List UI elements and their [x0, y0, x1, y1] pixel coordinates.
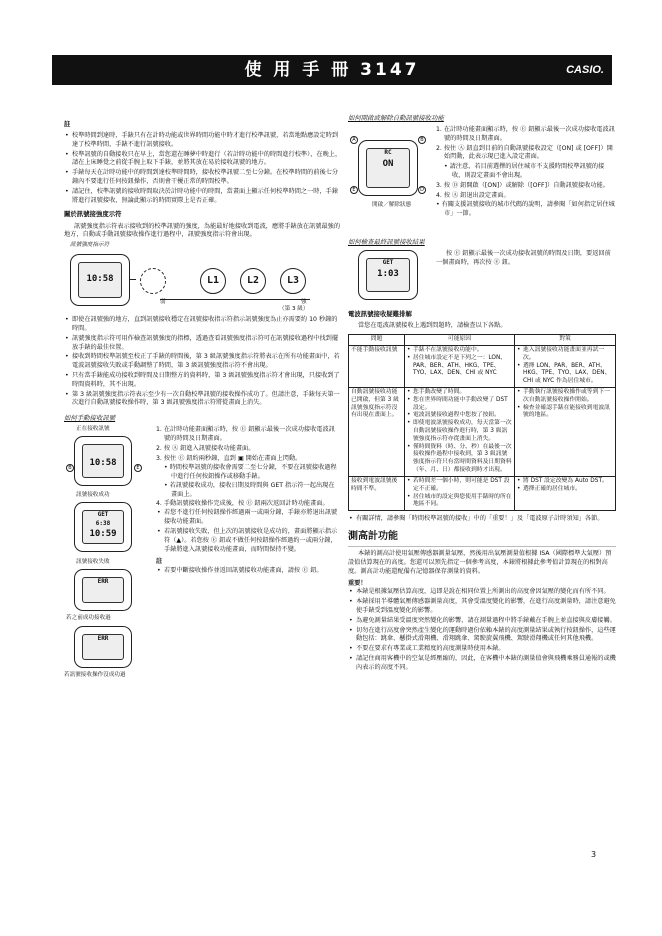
note-title: 註 [64, 120, 71, 128]
manual-note2: • 若要中斷接收操作並返回訊號接收功能畫面，請按 Ⓔ 鈕。 [156, 567, 340, 576]
manual-substep: • 若訊號接收成功，接收日期及時間與 GET 指示符一起出現在畫面上。 [164, 482, 335, 498]
check-section [348, 250, 616, 308]
button-e-icon: E [350, 186, 358, 194]
level-1-indicator: L1 [200, 268, 226, 294]
table-cell-causes: • 若時間差一個小時，則可能是 DST 設定不正確。 • 居住城市的設定與您使用手錶時的所在地區不同。 [405, 476, 515, 510]
receiving-screen: 10:58 [82, 444, 124, 478]
check-result-title: 如何檢查最終訊號接收結果 [348, 238, 425, 247]
fig-receiving-label: 正在接收訊號 [76, 426, 110, 433]
level-3-indicator: L3 [280, 268, 306, 294]
table-cell-actions: • 將 DST 設定改變為 Auto DST。 • 選擇正確的居住城市。 [515, 476, 616, 510]
auto-step: 1. 在計時功能畫面顯示時，按 Ⓔ 鈕顯示最後一次成功接收電波訊號的時間及日期畫面。 [436, 126, 615, 142]
notes-list [64, 132, 342, 205]
failure-screen: ERR [82, 577, 124, 603]
important-item: • 本錶採用半導體氣壓傳感器測量高度，其會受溫度變化的影響，在進行高度測量時，請注意避免使手錶受到溫度變化的影響。 [348, 598, 616, 616]
weak-label: 弱 [160, 299, 166, 306]
strong-label: 強 [301, 299, 307, 306]
altimeter-title: 測高計功能 [348, 530, 616, 547]
manual-section [64, 426, 342, 684]
important-item: • 為避免測量結果受溫度突然變化的影響，請在測量過程中將手錶戴在手腕上並直接與皮膚接觸。 [348, 617, 616, 626]
table-cell-problem: 自動訊號接收功能已開啟，但第 3 級訊號強度指示符沒有出現在畫面上。 [349, 387, 405, 476]
table-cell-actions: • 手動執行訊號接收操作或等到下一次自動訊號接收操作開始。 • 檢查並確認手錶在能接收到電波訊號的地區。 [515, 387, 616, 476]
important-item: • 請記住商用客機中的空氣是經壓縮的，因此，在客機中本錶的測量值會與飛機乘務員通報的或機內表示的高度不同。 [348, 655, 616, 673]
note-item: • 校準訊號的自動接收只在早上，當您還在睡夢中時進行（若計時功能中的時間進行校準），在晚上，請在上床睡覺之前從手腕上取下手錶，並將其放在易於接收訊號的地方。 [64, 151, 342, 169]
manual-note2-title: 註 [156, 558, 163, 566]
note-item: • 校準時間到達時，手錶只有在計時功能或世界時間功能中時才進行校準訊號，若當地點應設定時到達了校準時間，手錶不進行訊號接收。 [64, 132, 342, 150]
auto-receive-title: 如何開啟或解除自動訊號接收功能 [348, 114, 444, 122]
auto-step: • 請注意，若目前選擇的居住城市不支援時間校準訊號的接收，則設定畫面不會出現。 [444, 163, 605, 180]
strength-notes-list [64, 316, 342, 408]
auto-step: 4. 按 Ⓐ 鈕退出設定畫面。 [436, 191, 510, 199]
auto-steps [436, 126, 616, 220]
strength-note: • 只有當手錶能成功接收到時間及日期整方的資料時，第 3 級訊號強度指示符才會出現，只接收到了時間資料時，其不出現。 [64, 372, 342, 390]
check-screen: GET 1:03 [366, 258, 410, 292]
watch-receiving [74, 436, 132, 486]
table-row [349, 476, 616, 510]
none-screen: ERR [82, 634, 124, 660]
strength-note: • 第 3 級訊號強度指示符表示至少有一次自動校準訊號的接收操作成功了。但請注意，手錶每天第一次進行自動訊號接收操作時，第 3 級訊號強度指示符將從畫面上消失。 [64, 391, 342, 409]
manual-step: 1. 在計時功能畫面顯示時，按 Ⓔ 鈕顯示最後一次成功接收電波訊號的時間及日期畫面。 [156, 426, 335, 443]
button-b-icon: B [66, 464, 74, 472]
table-cell-causes: • 您手動改變了時間。 • 您在世界時間功能中手動改變了 DST 設定。 • 電波訊號接收過程中您按了按鈕。 • 即使電波訊號接收成功，每天當第一次自動訊號接收操作進行時，第 3 級訊號強度指示符亦從畫面上消失。 • 僅時間資料（時、分、秒）在最後一次接收操作過程中接收到，第 3 級訊號強度指示符只有當時間資料及日期資料（年、月、日）都接收到時才出現。 [405, 387, 515, 476]
altimeter-paragraph: 本錶的測高計使用氣壓傳感器測量氣壓，然後用出氣壓測量值根據 ISA（國際標準大氣壓）預設值估算現在的高度。您還可以預先指定一個參考高度，本錶將根據此參考值計算現在的相對高度。測高計功能還配備有記憶器保存測量的資料。 [348, 550, 612, 575]
table-cell-problem: 接收到電波訊號後時間不準。 [349, 476, 405, 510]
fig-failure-label: 訊號接收失敗 [76, 559, 110, 566]
strength-note: • 即使在訊號強的地方，直到訊號接收穩定在訊號接收指示符指示訊號強度為止亦需要約 10 秒鐘的時間。 [64, 316, 342, 334]
button-e-icon: E [134, 464, 142, 472]
left-column [64, 118, 342, 684]
table-cell-causes: • 手錶不在訊號接收功能中。 • 居住城市設定不是下列之一：LON、PAR、BER、ATH、HKG、TPE、TYO、LAX、DEN、CHI 或 NYC [405, 345, 515, 387]
watch-check [358, 250, 418, 300]
table-note-list [348, 515, 616, 524]
casio-logo: CASIO. [566, 64, 604, 76]
important-title: 重要！ [348, 579, 367, 587]
header-bar [52, 55, 612, 85]
level-2-indicator: L2 [240, 268, 266, 294]
auto-section [348, 126, 616, 236]
watch-none [74, 626, 132, 668]
manual-steps [156, 426, 340, 577]
table-note: • 有關詳情，請參閱「時間校準訊號的接收」中的「重要！」及「電波原子計時須知」各節。 [348, 515, 616, 524]
watch-failure [74, 569, 132, 611]
strength-figure [64, 242, 342, 314]
trouble-table [348, 334, 616, 511]
table-header: 可能原因 [405, 335, 515, 346]
note-item: • 請記住，校準訊號的接收時間取決於計時功能中的時間，當畫面上顯示任何校準時間之一時，手錶將進行訊號接收，無論此顯示的時間實際上是否正確。 [64, 188, 342, 206]
success-screen: GET 6:38 10:59 [82, 510, 124, 544]
level3-label: （第 3 級） [279, 306, 309, 313]
fig-none-label: 若訊號接收操作沒成功過 [64, 672, 126, 679]
manual-step: 4. 手動訊號接收操作完成後，按 Ⓔ 鈕兩次返回計時功能畫面。 [156, 499, 329, 507]
strength-note: • 訊號強度指示符可用作檢查訊號強度的指標，透過查看訊號強度指示符可在訊號接收過程中找到擺放手錶的最佳位置。 [64, 335, 342, 353]
table-row [349, 387, 616, 476]
table-cell-problem: 不能手動接收訊號 [349, 345, 405, 387]
fig-success-label: 訊號接收成功 [76, 492, 110, 499]
table-header: 對策 [515, 335, 616, 346]
table-header: 問題 [349, 335, 405, 346]
strength-note: • 接收到時間校準訊號至校正了手錶的時間後，第 3 級訊號強度指示符將表示在所有功能畫面中，若電波訊號接收失敗或手動調整了時間，第 3 級訊號強度指示符不會出現。 [64, 353, 342, 371]
button-a-icon: A [350, 136, 358, 144]
important-list [348, 588, 616, 672]
check-paragraph: 按 Ⓔ 鈕顯示最後一次成功接收訊號的時間及日期，要返回前一個畫面時，再次按 Ⓔ 鈕。 [436, 250, 611, 266]
auto-step: 2. 按住 Ⓐ 鈕直到目前的自動訊號接收設定（[ON] 或 [OFF]）開始閃動，此表示現已進入設定畫面。 [436, 144, 613, 161]
important-item: • 切勿在進行高度會突然產生變化的運動時過份依賴本錶的高度測量結果或執行按鈕操作，這些運動包括：跳傘、懸掛式滑翔機、滑翔跳傘、駕駛旋翼飛機、駕駛滑翔機或任何其他飛機。 [348, 627, 616, 645]
strength-title: 關於訊號接強度示符 [64, 210, 122, 219]
right-column [348, 112, 616, 673]
fig-recent-label: 若之前成功接收過 [66, 615, 111, 622]
strength-paragraph: 訊號強度指示符表示接收到的校準訊號的強度，為能最好地接收到電波，應將手錶放在訊號最強的地方，自動或手動訊號接收操作進行過程中，訊號強度指示符會出現。 [64, 222, 341, 239]
manual-substep: • 時間校準訊號的接收會需要二至七分鐘，不要在訊號接收過程中進行任何按鈕操作或移動手錶。 [164, 464, 337, 481]
button-d-icon: D [418, 186, 426, 194]
important-item: • 本錶是根據氣壓估算高度，這即是說在相同位置上所測出的高度會因氣壓的變化而有所不同。 [348, 588, 616, 597]
auto-screen: RC ON [366, 148, 410, 188]
manual-step: 2. 按 Ⓐ 鈕進入訊號接收功能畫面。 [156, 444, 255, 452]
watch-success [74, 502, 132, 552]
table-row [349, 345, 616, 387]
manual-title: 使 用 手 冊 3147 [244, 60, 420, 80]
zoom-circle [140, 268, 166, 294]
watch-auto [358, 140, 418, 196]
trouble-title: 電波訊號接收疑難排解 [348, 310, 412, 319]
auto-step: 3. 按 Ⓓ 鈕開啟（[ON]）或解除（[OFF]）自動訊號接收功能。 [436, 181, 609, 189]
important-item: • 不要在要求有專業或工業精度的高度測量時使用本錶。 [348, 645, 616, 654]
manual-receive-title: 如何手動接收訊號 [64, 414, 116, 423]
page-number: 3 [591, 850, 597, 859]
watch-figure [70, 254, 130, 306]
manual-note: • 若訊號接收失敗，但上次的訊號接收是成功的，畫面將顯示指示符（▲）。若您按 Ⓔ 鈕或不做任何按鈕操作經過約一或兩分鐘，手錶將進入訊號接收功能畫面，而時間保持不變。 [156, 528, 340, 554]
auto-step: • 有關支援訊號接收的城市代碼的說明，請參閱「如何指定居住城市」一節。 [436, 201, 615, 218]
table-cell-actions: • 進入訊號接收功能畫面並再試一次。 • 選擇 LON、PAR、BER、ATH、HKG、TPE、TYO、LAX、DEN、CHI 或 NYC 作為居住城市。 [515, 345, 616, 387]
manual-step: 3. 按住 Ⓔ 鈕約兩秒鐘，直到 ▣ 開始在畫面上閃動。 [156, 454, 302, 462]
button-b-icon: B [418, 136, 426, 144]
auto-fig-caption: 開啟／解除狀態 [372, 202, 412, 209]
manual-note: • 若您不進行任何按鈕操作經過兩一或兩分鐘，手錶亦將退出訊號接收功能畫面。 [156, 509, 340, 527]
indicator-caption: 訊號強度指示符 [70, 242, 110, 249]
trouble-intro: 當您在電波訊號接收上遇到問題時，請檢查以下各點。 [358, 322, 507, 330]
note-item: • 手錶每天在計時功能中的時間到達校準時間時，接收校準訊號二至七分鐘。在校準時間的前後七分鐘內不要進行任何按鈕操作，否則會干擾正常的時間校準。 [64, 169, 342, 187]
watch-screen: 10:58 [78, 262, 122, 298]
